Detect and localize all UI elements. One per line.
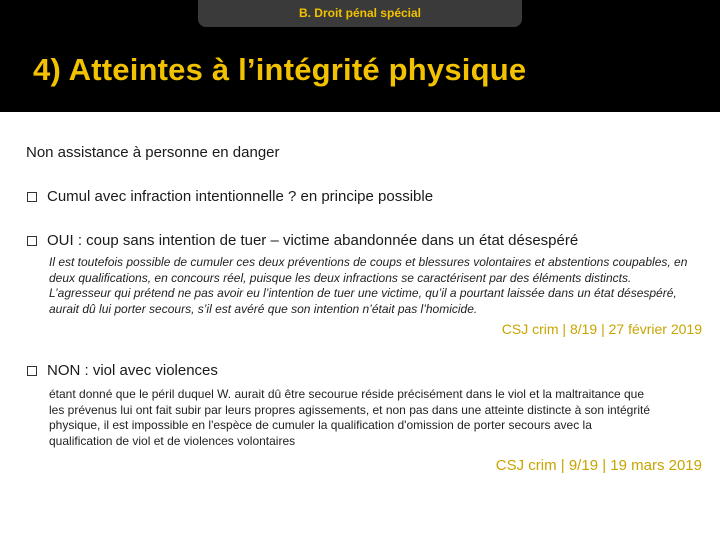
- slide-title: 4) Atteintes à l’intégrité physique: [33, 52, 527, 87]
- bullet-non: [27, 362, 218, 379]
- quote-line: Il est toutefois possible de cumuler ces deux préventions de coups et blessures volontaires et abstentions coupables, en: [49, 255, 688, 269]
- subtitle: Non assistance à personne en danger: [26, 144, 280, 161]
- quote-line: étant donné que le péril duquel W. aurait dû être secourue réside précisément dans le viol et la maltraitance que: [49, 387, 645, 401]
- quote-line: deux qualifications, en concours réel, puisque les deux infractions se caractérisent par des éléments distincts.: [49, 270, 632, 285]
- citation-oui: CSJ crim | 8/19 | 27 février 2019: [501, 321, 702, 337]
- bullet-label: OUI : coup sans intention de tuer – victime abandonnée dans un état désespéré: [47, 232, 579, 249]
- citation-non: CSJ crim | 9/19 | 19 mars 2019: [495, 457, 702, 474]
- quote-line: physique, il est impossible en l'espèce de cumuler la qualification d'omission de porter secours avec la: [49, 418, 592, 432]
- checkbox-bullet-icon: [27, 366, 37, 376]
- bullet-cumul: [27, 188, 433, 205]
- quote-line: aurait dû lui porter secours, s’il est avéré que son intention n’était pas l’homicide.: [49, 301, 478, 316]
- bullet-label: Cumul avec infraction intentionnelle ? en principe possible: [47, 188, 434, 205]
- checkbox-bullet-icon: [27, 236, 37, 246]
- quote-oui: [49, 255, 714, 317]
- checkbox-bullet-icon: [27, 192, 37, 202]
- bullet-oui: [27, 232, 578, 249]
- section-tab: B. Droit pénal spécial: [198, 0, 522, 27]
- slide-header: [0, 0, 720, 112]
- quote-line: L’agresseur qui prétend ne pas avoir eu l’intention de tuer une victime, qu’il a pourtant laissée dans un état désespéré,: [49, 286, 677, 300]
- bullet-label: NON : viol avec violences: [47, 362, 218, 379]
- quote-non: [49, 387, 714, 449]
- quote-line: qualification de viol et de violences volontaires: [49, 433, 296, 448]
- quote-line: les prévenus lui ont fait subir par leurs propres agissements, et non pas dans une atteinte distincte à son intégrité: [49, 402, 651, 417]
